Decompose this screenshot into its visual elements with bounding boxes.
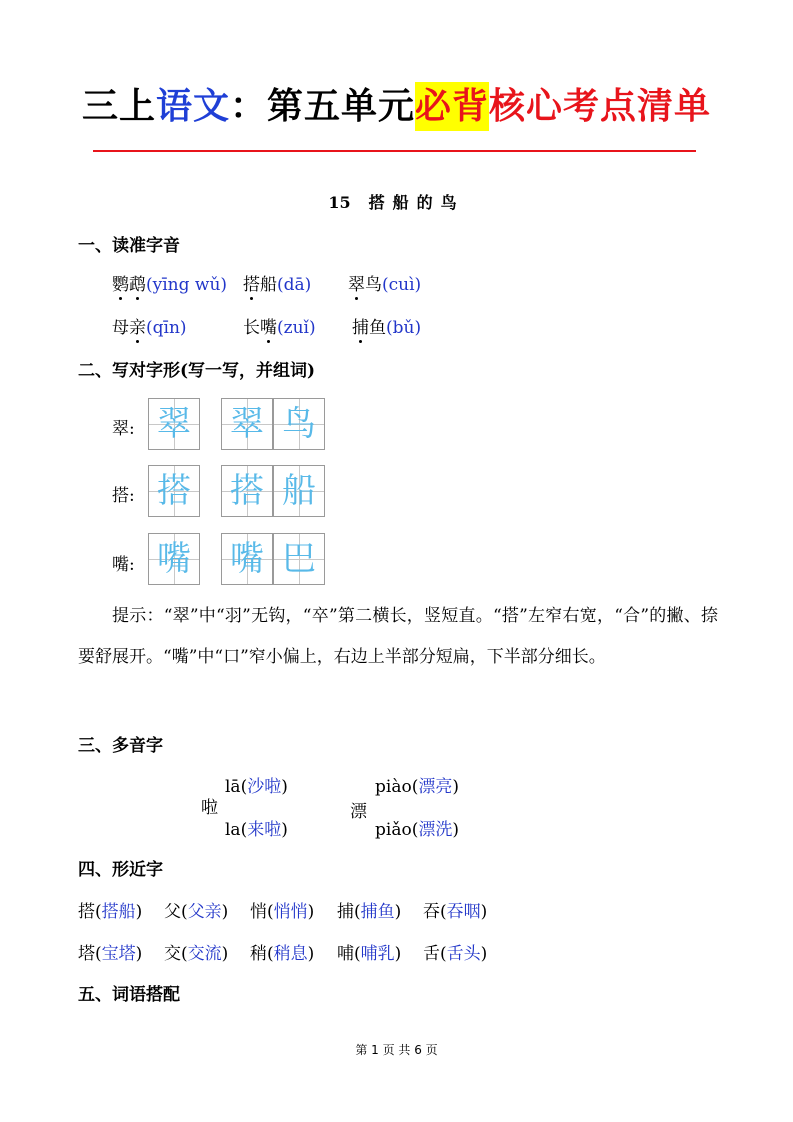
similar-char-item: 交(交流) xyxy=(164,944,229,964)
pinyin-item xyxy=(243,313,316,338)
writing-cell: 鸟 xyxy=(273,398,325,450)
similar-char-item: 捕(捕鱼) xyxy=(337,902,402,922)
char: 鹦 xyxy=(112,275,129,295)
writing-cell: 搭 xyxy=(221,465,273,517)
char: 交 xyxy=(164,944,181,964)
reading-word: 漂亮 xyxy=(418,777,453,797)
word: 吞咽 xyxy=(446,902,481,922)
writing-cell: 船 xyxy=(273,465,325,517)
similar-char-item: 塔(宝塔) xyxy=(78,944,143,964)
similar-char-item: 稍(稍息) xyxy=(250,944,315,964)
char: 搭 xyxy=(243,275,260,295)
similar-char-item: 父(父亲) xyxy=(164,902,229,922)
grid-label: 翠: xyxy=(112,419,135,439)
similar-char-item: 悄(悄悄) xyxy=(250,902,315,922)
char: 船 xyxy=(260,275,277,295)
writing-tip: 提示：“翠”中“羽”无钩，“卒”第二横长，竖短直。“搭”左窄右宽，“合”的撇、捺要舒展开。“嘴”中“口”窄小偏上，右边上半部分短扁，下半部分细长。 xyxy=(78,606,718,667)
char: 吞 xyxy=(423,902,440,922)
reading-pinyin: piào xyxy=(375,777,412,797)
char: 稍 xyxy=(250,944,267,964)
word: 交流 xyxy=(187,944,222,964)
word: 哺乳 xyxy=(360,944,395,964)
char: 捕 xyxy=(337,902,354,922)
writing-cell: 翠 xyxy=(221,398,273,450)
similar-char-item: 哺(哺乳) xyxy=(337,944,402,964)
page-footer: 第 1 页 共 6 页 xyxy=(355,1043,438,1057)
section1-heading: 一、读准字音 xyxy=(78,236,180,256)
word: 稍息 xyxy=(273,944,308,964)
grid-label: 嘴: xyxy=(112,555,135,575)
word: 悄悄 xyxy=(273,902,308,922)
pinyin: (zuǐ) xyxy=(277,318,316,338)
char: 亲 xyxy=(129,318,146,338)
similar-char-item: 舌(舌头) xyxy=(423,944,488,964)
word: 宝塔 xyxy=(101,944,136,964)
polyphone-char: 啦 xyxy=(201,798,218,818)
polyphone-char: 漂 xyxy=(350,802,367,822)
title-part4-highlight: 必背 xyxy=(415,82,489,131)
title-part3: ：第五单元 xyxy=(229,86,415,127)
section3-heading: 三、多音字 xyxy=(78,736,163,756)
pinyin: (qīn) xyxy=(146,318,187,338)
title-part2: 语文 xyxy=(155,86,230,127)
lesson-name: 搭船的鸟 xyxy=(368,193,465,212)
word: 舌头 xyxy=(446,944,481,964)
char: 搭 xyxy=(78,902,95,922)
polyphone-reading: piào(漂亮) xyxy=(375,777,459,797)
section4-heading: 四、形近字 xyxy=(78,860,163,880)
section5-heading: 五、词语搭配 xyxy=(78,985,180,1005)
char: 翠 xyxy=(348,275,365,295)
reading-word: 来啦 xyxy=(247,820,282,840)
char: 鹉 xyxy=(129,275,146,295)
pinyin-item xyxy=(348,270,421,295)
lesson-title xyxy=(0,190,793,213)
page-title xyxy=(0,80,793,134)
char: 母 xyxy=(112,318,129,338)
reading-word: 沙啦 xyxy=(247,777,282,797)
pinyin: (yīng wǔ) xyxy=(146,275,228,295)
word: 父亲 xyxy=(187,902,222,922)
reading-pinyin: lā xyxy=(225,777,241,797)
reading-pinyin: la xyxy=(225,820,241,840)
writing-cell: 巴 xyxy=(273,533,325,585)
pinyin-item xyxy=(352,313,421,338)
pinyin: (cuì) xyxy=(382,275,422,295)
char: 哺 xyxy=(337,944,354,964)
writing-cell: 嘴 xyxy=(221,533,273,585)
char: 捕 xyxy=(352,318,369,338)
reading-pinyin: piǎo xyxy=(375,820,412,840)
writing-cell: 嘴 xyxy=(148,533,200,585)
pinyin-item xyxy=(112,313,187,338)
polyphone-reading: la(来啦) xyxy=(225,820,288,840)
char: 鸟 xyxy=(365,275,382,295)
title-divider xyxy=(93,150,696,152)
word: 搭船 xyxy=(101,902,136,922)
title-part1: 三上 xyxy=(81,86,156,127)
pinyin-item xyxy=(243,270,311,295)
writing-cell: 翠 xyxy=(148,398,200,450)
char: 塔 xyxy=(78,944,95,964)
char: 嘴 xyxy=(260,318,277,338)
similar-char-item: 搭(搭船) xyxy=(78,902,143,922)
word: 捕鱼 xyxy=(360,902,395,922)
grid-label: 搭: xyxy=(112,486,135,506)
polyphone-reading: lā(沙啦) xyxy=(225,777,288,797)
pinyin: (bǔ) xyxy=(386,318,422,338)
similar-char-item: 吞(吞咽) xyxy=(423,902,488,922)
char: 鱼 xyxy=(369,318,386,338)
char: 舌 xyxy=(423,944,440,964)
char: 父 xyxy=(164,902,181,922)
title-part5: 核心考点清单 xyxy=(489,86,712,127)
polyphone-reading: piǎo(漂洗) xyxy=(375,820,459,840)
section2-heading: 二、写对字形(写一写，并组词) xyxy=(78,361,316,381)
writing-cell: 搭 xyxy=(148,465,200,517)
reading-word: 漂洗 xyxy=(418,820,453,840)
char: 悄 xyxy=(250,902,267,922)
pinyin-item xyxy=(112,270,227,295)
char: 长 xyxy=(243,318,260,338)
lesson-number: 15 xyxy=(328,193,351,212)
pinyin: (dā) xyxy=(277,275,312,295)
